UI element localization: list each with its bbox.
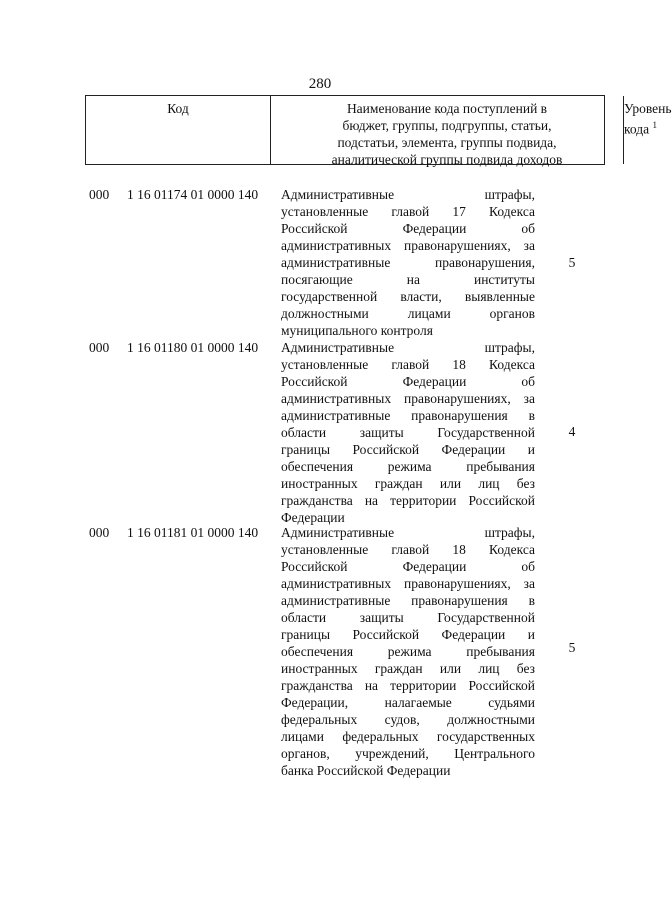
page-number: 280 (308, 76, 332, 92)
description-line: лицами федеральных государственных (281, 729, 535, 744)
description-line: иностранных граждан или лиц без (281, 661, 535, 676)
description-line: области защиты Государственной (281, 610, 535, 625)
description-line: банка Российской Федерации (281, 763, 451, 778)
header-code: Код (86, 96, 271, 164)
level-value: 4 (568, 424, 576, 439)
table-header: Код Наименование кода поступлений в бюджет, группы, подгруппы, статьи, подстатьи, элемента, группы подвида, аналитической группы подвида доходов Уровень кода $^1$ (85, 95, 605, 165)
row-description (281, 524, 535, 779)
description-line: административные правонарушения в (281, 408, 535, 423)
admin-code: 000 (89, 525, 110, 540)
revenue-code: 1 16 01180 01 0000 140 (127, 340, 259, 355)
admin-code: 000 (89, 187, 110, 202)
header-name-line: подстатьи, элемента, группы подвида, (337, 135, 557, 150)
description-line: Административные штрафы, (281, 187, 535, 202)
description-line: Российской Федерации об (281, 559, 535, 574)
description-line: установленные главой 17 Кодекса (281, 204, 535, 219)
header-name (271, 96, 624, 167)
description-line: Российской Федерации об (281, 374, 535, 389)
revenue-code: 1 16 01181 01 0000 140 (127, 525, 259, 540)
description-line: обеспечения режима пребывания (281, 644, 535, 659)
description-line: Административные штрафы, (281, 340, 535, 355)
description-line: Федерации, налагаемые судьями (281, 695, 535, 710)
description-line: области защиты Государственной (281, 425, 535, 440)
row-description (281, 339, 535, 526)
description-line: границы Российской Федерации и (281, 442, 535, 457)
description-line: административных правонарушениях, за (281, 238, 535, 253)
description-line: государственной власти, выявленные (281, 289, 535, 304)
header-name-line: Наименование кода поступлений в (346, 101, 548, 116)
description-line: административных правонарушениях, за (281, 576, 535, 591)
description-line: Российской Федерации об (281, 221, 535, 236)
description-line: органов, учреждений, Центрального (281, 746, 535, 761)
admin-code: 000 (89, 340, 110, 355)
footnote-marker: 1 (652, 120, 657, 130)
description-line: установленные главой 18 Кодекса (281, 357, 535, 372)
header-name-line: аналитической группы подвида доходов (331, 152, 563, 167)
level-value: 5 (568, 255, 576, 270)
description-line: гражданства на территории Российской (281, 493, 535, 508)
description-line: административные правонарушения в (281, 593, 535, 608)
description-line: Федерации (281, 510, 345, 525)
revenue-code: 1 16 01174 01 0000 140 (127, 187, 259, 202)
description-line: муниципального контроля (281, 323, 433, 338)
description-line: административные правонарушения, (281, 255, 535, 270)
description-line: установленные главой 18 Кодекса (281, 542, 535, 557)
level-value: 5 (568, 640, 576, 655)
description-line: Административные штрафы, (281, 525, 535, 540)
header-level-text: кода (624, 121, 650, 137)
description-line: должностными лицами органов (281, 306, 535, 321)
description-line: иностранных граждан или лиц без (281, 476, 535, 491)
description-line: гражданства на территории Российской (281, 678, 535, 693)
header-name-line: бюджет, группы, подгруппы, статьи, (342, 118, 552, 133)
description-line: административных правонарушениях, за (281, 391, 535, 406)
row-description (281, 186, 535, 339)
description-line: федеральных судов, должностными (281, 712, 535, 727)
description-line: посягающие на институты (281, 272, 535, 287)
description-line: границы Российской Федерации и (281, 627, 535, 642)
description-line: обеспечения режима пребывания (281, 459, 535, 474)
